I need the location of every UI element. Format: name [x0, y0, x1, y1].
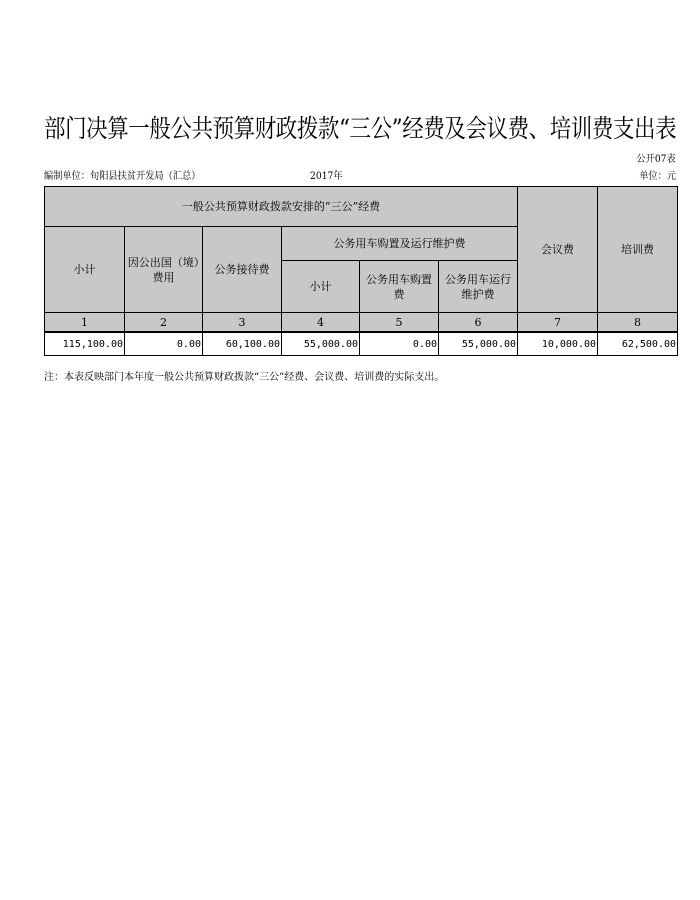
- compiling-unit: 编制单位：旬阳县扶贫开发局（汇总）: [44, 171, 201, 182]
- report-year: 2017年: [310, 171, 343, 182]
- footnote: 注：本表反映部门本年度一般公共预算财政拨款“三公”经费、会议费、培训费的实际支出。: [44, 372, 445, 383]
- column-number: 1: [45, 313, 125, 333]
- value-meeting-fee: 10,000.00: [518, 332, 598, 356]
- header-meeting-fee: 会议费: [518, 187, 598, 313]
- header-vehicle-subtotal: 小计: [282, 261, 360, 313]
- column-number: 3: [203, 313, 282, 333]
- header-three-public-expenses: 一般公共预算财政拨款安排的“三公”经费: [45, 187, 518, 227]
- column-number: 7: [518, 313, 598, 333]
- page-title: 部门决算一般公共预算财政拨款“三公”经费及会议费、培训费支出表: [44, 114, 677, 143]
- header-vehicle-group: 公务用车购置及运行维护费: [282, 227, 518, 261]
- column-number: 2: [125, 313, 203, 333]
- column-number: 5: [360, 313, 439, 333]
- header-reception-fee: 公务接待费: [203, 227, 282, 313]
- column-number: 4: [282, 313, 360, 333]
- value-training-fee: 62,500.00: [598, 332, 678, 356]
- value-subtotal: 115,100.00: [45, 332, 125, 356]
- value-row: [45, 332, 678, 356]
- currency-unit: 单位：元: [639, 171, 676, 182]
- column-number: 8: [598, 313, 678, 333]
- value-outbound-fee: 0.00: [125, 332, 203, 356]
- header-vehicle-maintenance: 公务用车运行维护费: [439, 261, 518, 313]
- value-reception-fee: 60,100.00: [203, 332, 282, 356]
- header-subtotal: 小计: [45, 227, 125, 313]
- value-vehicle-maintenance: 55,000.00: [439, 332, 518, 356]
- column-number-row: [45, 313, 678, 333]
- header-vehicle-purchase: 公务用车购置费: [360, 261, 439, 313]
- value-vehicle-purchase: 0.00: [360, 332, 439, 356]
- form-code: 公开07表: [636, 154, 676, 165]
- header-row-1: [45, 187, 678, 227]
- header-outbound-fee: 因公出国（境）费用: [125, 227, 203, 313]
- expenditure-table: [44, 186, 677, 356]
- header-training-fee: 培训费: [598, 187, 678, 313]
- column-number: 6: [439, 313, 518, 333]
- value-vehicle-subtotal: 55,000.00: [282, 332, 360, 356]
